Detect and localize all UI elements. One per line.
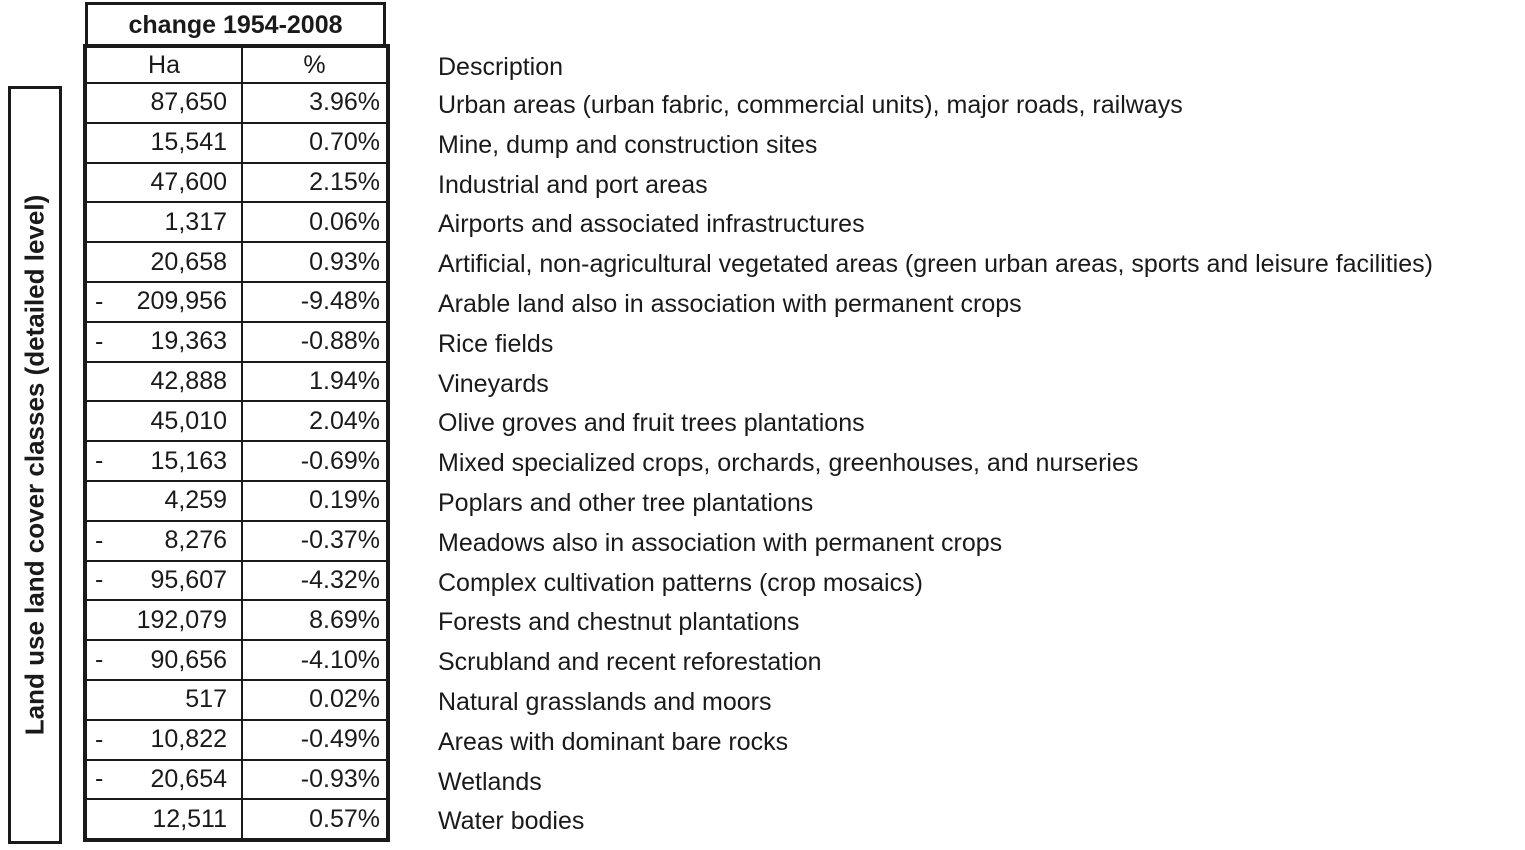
- table-row: [86, 760, 387, 800]
- description-item: Artificial, non-agricultural vegetated areas (green urban areas, sports and leisure facilities): [438, 250, 1433, 279]
- table-row: [86, 600, 387, 640]
- pct-cell: 0.06%: [242, 202, 387, 242]
- negative-sign: -: [95, 287, 104, 316]
- ha-value: 47,600: [150, 167, 227, 196]
- ha-value: 209,956: [136, 287, 227, 316]
- ha-value: 8,276: [164, 526, 227, 555]
- table-row: [86, 680, 387, 720]
- ha-value: 12,511: [152, 804, 227, 833]
- table-row: [86, 720, 387, 760]
- ha-value: 20,658: [150, 247, 227, 276]
- table-row: [86, 123, 387, 163]
- pct-cell: 3.96%: [242, 83, 387, 123]
- description-item: Industrial and port areas: [438, 170, 708, 199]
- pct-cell: -0.49%: [242, 720, 387, 760]
- negative-sign: -: [95, 645, 104, 674]
- ha-cell: [86, 561, 242, 601]
- description-item: Natural grasslands and moors: [438, 687, 772, 716]
- description-item: Airports and associated infrastructures: [438, 210, 865, 239]
- ha-cell: [86, 640, 242, 680]
- ha-value: 90,656: [150, 645, 227, 674]
- pct-cell: 0.02%: [242, 680, 387, 720]
- ha-cell: [86, 600, 242, 640]
- description-item: Meadows also in association with permanent crops: [438, 528, 1003, 557]
- pct-cell: -0.88%: [242, 322, 387, 362]
- ha-cell: [86, 242, 242, 282]
- ha-value: 95,607: [150, 565, 227, 594]
- description-item: Complex cultivation patterns (crop mosaics): [438, 568, 923, 597]
- pct-cell: 0.70%: [242, 123, 387, 163]
- description-item: Water bodies: [438, 807, 585, 836]
- table-row: [86, 282, 387, 322]
- column-header-ha: Ha: [86, 47, 242, 83]
- ha-value: 15,163: [150, 446, 227, 475]
- pct-cell: 0.57%: [242, 799, 387, 839]
- description-item: Wetlands: [438, 767, 542, 796]
- ha-cell: [86, 282, 242, 322]
- ha-value: 192,079: [136, 605, 227, 634]
- side-label: Land use land cover classes (detailed level): [19, 194, 50, 736]
- ha-cell: [86, 521, 242, 561]
- ha-cell: [86, 362, 242, 402]
- negative-sign: -: [95, 725, 104, 754]
- table-row: [86, 441, 387, 481]
- description-item: Poplars and other tree plantations: [438, 488, 814, 517]
- pct-cell: -9.48%: [242, 282, 387, 322]
- ha-cell: [86, 83, 242, 123]
- negative-sign: -: [95, 327, 104, 356]
- table-row: [86, 401, 387, 441]
- ha-cell: [86, 760, 242, 800]
- ha-value: 15,541: [150, 128, 227, 157]
- table-row: [86, 481, 387, 521]
- description-item: Areas with dominant bare rocks: [438, 727, 789, 756]
- ha-value: 20,654: [150, 764, 227, 793]
- pct-cell: -0.93%: [242, 760, 387, 800]
- column-header-row: [86, 47, 387, 83]
- table-row: [86, 202, 387, 242]
- column-header-pct: %: [242, 47, 387, 83]
- table-row: [86, 561, 387, 601]
- pct-cell: 2.15%: [242, 163, 387, 203]
- description-item: Mixed specialized crops, orchards, greenhouses, and nurseries: [438, 449, 1139, 478]
- ha-value: 87,650: [150, 88, 227, 117]
- ha-cell: [86, 441, 242, 481]
- description-list: [438, 86, 1433, 842]
- pct-cell: 1.94%: [242, 362, 387, 402]
- table-row: [86, 799, 387, 839]
- table-row: [86, 362, 387, 402]
- table-row: [86, 322, 387, 362]
- ha-cell: [86, 163, 242, 203]
- description-item: Rice fields: [438, 329, 554, 358]
- pct-cell: 8.69%: [242, 600, 387, 640]
- pct-cell: 0.19%: [242, 481, 387, 521]
- ha-value: 1,317: [164, 207, 227, 236]
- ha-value: 19,363: [150, 327, 227, 356]
- table-row: [86, 640, 387, 680]
- pct-cell: -4.32%: [242, 561, 387, 601]
- pct-cell: -0.69%: [242, 441, 387, 481]
- description-item: Urban areas (urban fabric, commercial units), major roads, railways: [438, 91, 1183, 119]
- ha-cell: [86, 680, 242, 720]
- negative-sign: -: [95, 565, 104, 594]
- ha-value: 42,888: [150, 366, 227, 395]
- description-item: Mine, dump and construction sites: [438, 130, 818, 159]
- negative-sign: -: [95, 446, 104, 475]
- negative-sign: -: [95, 526, 104, 555]
- ha-cell: [86, 799, 242, 839]
- pct-cell: -0.37%: [242, 521, 387, 561]
- ha-value: 10,822: [150, 725, 227, 754]
- change-table: [85, 46, 388, 840]
- ha-value: 4,259: [164, 486, 227, 515]
- pct-cell: 0.93%: [242, 242, 387, 282]
- ha-cell: [86, 481, 242, 521]
- description-item: Vineyards: [438, 369, 549, 398]
- table-row: [86, 163, 387, 203]
- ha-cell: [86, 322, 242, 362]
- description-item: Scrubland and recent reforestation: [438, 648, 822, 677]
- ha-cell: [86, 202, 242, 242]
- table-row: [86, 83, 387, 123]
- description-item: Arable land also in association with permanent crops: [438, 289, 1022, 318]
- ha-value: 517: [185, 685, 227, 714]
- pct-cell: 2.04%: [242, 401, 387, 441]
- description-item: Olive groves and fruit trees plantations: [438, 409, 865, 438]
- table-row: [86, 242, 387, 282]
- ha-cell: [86, 401, 242, 441]
- negative-sign: -: [95, 764, 104, 793]
- table-row: [86, 521, 387, 561]
- pct-cell: -4.10%: [242, 640, 387, 680]
- description-item: Forests and chestnut plantations: [438, 608, 800, 637]
- group-header: change 1954-2008: [85, 2, 386, 46]
- ha-cell: [86, 123, 242, 163]
- column-header-description: Description: [438, 53, 564, 81]
- ha-value: 45,010: [150, 406, 227, 435]
- ha-cell: [86, 720, 242, 760]
